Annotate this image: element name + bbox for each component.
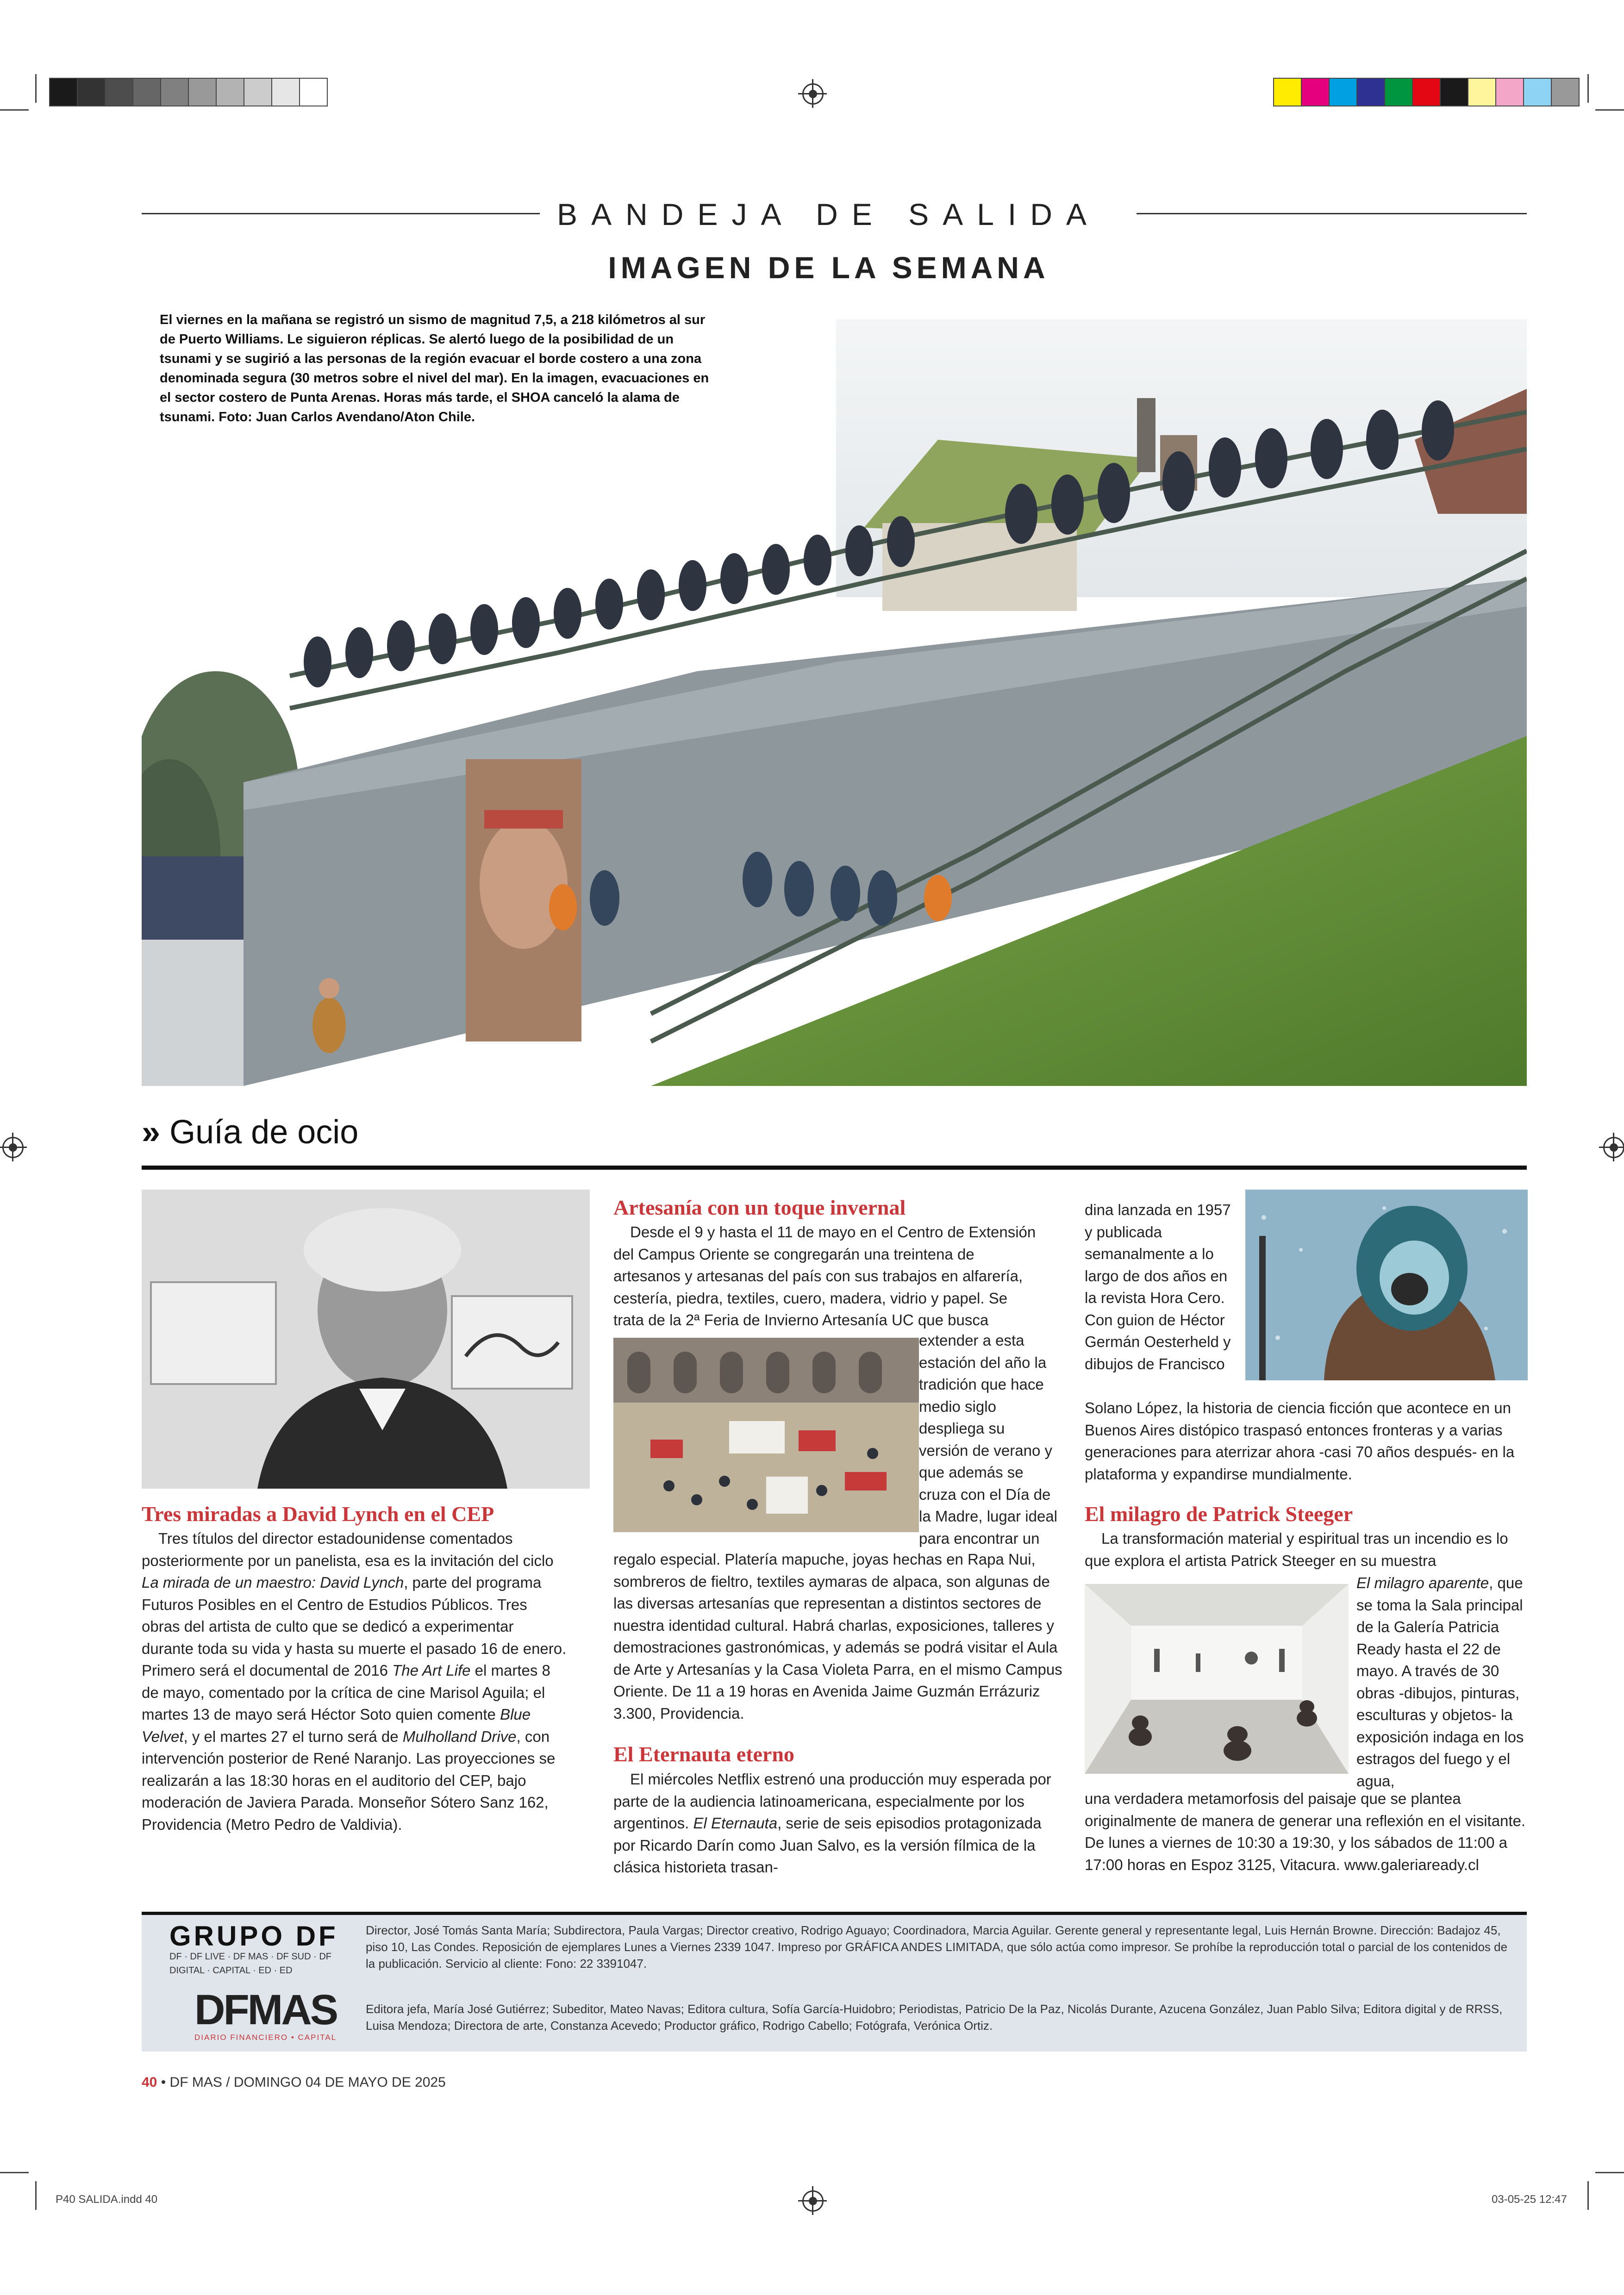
- article-body-artesania-side: extender a esta estación del año la tradición que hace medio siglo despliega su versión de verano y que además se cruza con el Día de la Madre, lugar ideal para encontrar un: [919, 1332, 1057, 1547]
- color-bar: [1273, 78, 1580, 106]
- steeger-gallery-photo: [1085, 1584, 1349, 1774]
- registration-mark-icon: [802, 2190, 824, 2212]
- section-title-text: Guía de ocio: [169, 1114, 359, 1151]
- page-number: 40: [142, 2075, 157, 2090]
- article-body-artesania-bottom: regalo especial. Platería mapuche, joyas hechas en Rapa Nui, sombreros de fieltro, textiles aymaras de alpaca, son algunas de las diversas artesanías que representan a distintos sectores de nuestra identidad cultural. Habrá charlas, exposiciones, talleres y demostraciones gastronómicas, y además se podrá visitar el Aula de Arte y Artesanías y la Casa Violeta Parra, en el mismo Campus Oriente. De 11 a 19 horas en Avenida Jaime Guzmán Errázuriz 3.300, Providencia.: [613, 1551, 1062, 1722]
- article-body-lynch: Tres títulos del director estadounidense comentados posteriormente por un panelista, esa es la invitación del ciclo La mirada de un maestro: David Lynch, parte del programa Futuros Posibles en el Centro de Estudios Públicos. Tres obras del artista de culto que se dedicó a experimentar durante toda su vida y hasta su muerte el pasado 16 de enero. Primero será el documental de 2016 The Art Life el martes 8 de mayo, comentado por la crítica de cine Marisol Aguila; el martes 13 de mayo será Héctor Soto quien comente Blue Velvet, y el martes 27 el turno será de Mulholland Drive, con intervención posterior de René Naranjo. Las proyecciones se realizarán a las 18:30 horas en el auditorio del CEP, bajo moderación de Javiera Parada. Monseñor Sótero Sanz 162, Providencia (Metro Pedro de Valdivia).: [142, 1530, 567, 1833]
- article-title-lynch: Tres miradas a David Lynch en el CEP: [142, 1502, 494, 1526]
- crop-mark-icon: [1587, 2181, 1589, 2210]
- evacuation-photo: [142, 319, 1527, 1086]
- article-body-eternauta-cont-full: Solano López, la historia de ciencia ficción que acontece en un Buenos Aires distópico traspasó entonces fronteras y a varias generaciones para aterrizar ahora -casi 70 años después- en la plataforma y expandirse mundialmente.: [1085, 1399, 1515, 1483]
- crop-mark-icon: [1595, 109, 1624, 111]
- dfmas-logo: DFMAS: [194, 1986, 337, 2033]
- crop-mark-icon: [1595, 2172, 1624, 2173]
- article-body-steeger-side: El milagro aparente, que se toma la Sala principal de la Galería Patricia Ready hasta el 22 de mayo. A través de 30 obras -dibujos, pinturas, esculturas y objetos- la exposición indaga en los estragos del fuego y el agua,: [1356, 1574, 1524, 1790]
- sub-brands-logos: DF · DF LIVE · DF MAS · DF SUD · DF DIGITAL · CAPITAL · ED · ED: [169, 1952, 331, 1976]
- folio-text: • DF MAS / DOMINGO 04 DE MAYO DE 2025: [161, 2075, 446, 2090]
- crop-mark-icon: [1587, 74, 1589, 103]
- section-title: [142, 1113, 358, 1151]
- article-title-artesania: Artesanía con un toque invernal: [613, 1196, 906, 1219]
- section-kicker: BANDEJA DE SALIDA: [557, 197, 1100, 231]
- eternauta-photo: [1245, 1190, 1528, 1380]
- dfmas-tagline: DIARIO FINANCIERO • CAPITAL: [194, 2033, 337, 2042]
- credits-editorial: Editora jefa, María José Gutiérrez; Subeditor, Mateo Navas; Editora cultura, Sofía García-Huidobro; Periodistas, Patricio De la Paz, Nicolás Durante, Azucena González, Juan Pablo Silva; Editora digital y de RRSS, Luisa Mendoza; Directora de arte, Constanza Acevedo; Productor gráfico, Rodrigo Cabello; Fotógrafa, Verónica Ortiz.: [366, 2002, 1503, 2033]
- registration-mark-icon: [2, 1137, 24, 1158]
- grupo-df-logo: GRUPO DF: [169, 1921, 338, 1952]
- chevron-icon: »: [142, 1114, 161, 1151]
- article-body-artesania-top: Desde el 9 y hasta el 11 de mayo en el Centro de Extensión del Campus Oriente se congregarán una treintena de artesanos y artesanas del país con sus trabajos en alfarería, cestería, piedra, textiles, cuero, madera, vidrio y papel. Se trata de la 2ª Feria de Invierno Artesanía UC que busca: [613, 1223, 1036, 1328]
- date-stamp: 03-05-25 12:47: [1492, 2193, 1567, 2206]
- article-title-eternauta: El Eternauta eterno: [613, 1742, 794, 1766]
- crop-mark-icon: [35, 2181, 37, 2210]
- page-headline: IMAGEN DE LA SEMANA: [608, 250, 1049, 285]
- photo-caption: El viernes en la mañana se registró un sismo de magnitud 7,5, a 218 kilómetros al sur de Puerto Williams. Le siguieron réplicas. Se alertó luego de la posibilidad de un tsunami y se sugirió a las personas de la región evacuar el borde costero a una zona denominada segura (30 metros sobre el nivel del mar). En la imagen, evacuaciones en el sector costero de Punta Arenas. Horas más tarde, el SHOA canceló la alama de tsunami. Foto: Juan Carlos Avendano/Aton Chile.: [160, 312, 709, 424]
- registration-mark-icon: [1603, 1137, 1624, 1158]
- section-rule: [142, 1166, 1527, 1170]
- page-folio: [142, 2075, 446, 2090]
- article-body-steeger-bottom: una verdadera metamorfosis del paisaje que se plantea originalmente de manera de generar una reflexión en el visitante. De lunes a viernes de 10:30 a 19:30, y los sábados de 11:00 a 17:00 horas en Espoz 3125, Vitacura. www.galeriaready.cl: [1085, 1790, 1526, 1873]
- registration-mark-icon: [802, 83, 824, 105]
- crop-mark-icon: [0, 109, 29, 111]
- crop-mark-icon: [35, 74, 37, 103]
- file-slug: P40 SALIDA.indd 40: [56, 2193, 158, 2206]
- header-rule-right: [1137, 213, 1527, 214]
- grayscale-bar: [49, 78, 328, 106]
- article-title-steeger: El milagro de Patrick Steeger: [1085, 1502, 1353, 1526]
- credits-direction: Director, José Tomás Santa María; Subdirectora, Paula Vargas; Director creativo, Rodrigo Aguayo; Coordinadora, Marcia Aguilar. Gerente general y representante legal, Luis Hernán Browne. Dirección: Badajoz 45, piso 10, Las Condes. Reposición de ejemplares Lunes a Viernes 2339 1047. Impreso por GRÁFICA ANDES LIMITADA, que sólo actúa como impresor. Se prohíbe la reproducción total o parcial de los contenidos de la publicación. Servicio al cliente: Fono: 22 3391047.: [366, 1923, 1508, 1971]
- article-body-eternauta: El miércoles Netflix estrenó una producción muy esperada por parte de la audiencia latinoamericana, especialmente por los argentinos. El Eternauta, serie de seis episodios protagonizada por Ricardo Darín como Juan Salvo, es la versión fílmica de la clásica historieta trasan-: [613, 1771, 1051, 1876]
- artesania-photo: [613, 1338, 919, 1532]
- crop-mark-icon: [0, 2172, 29, 2173]
- article-body-eternauta-cont-side: dina lanzada en 1957 y publicada semanalmente a lo largo de dos años en la revista Hora Cero. Con guion de Héctor Germán Oesterheld y dibujos de Francisco: [1085, 1201, 1231, 1372]
- david-lynch-photo: [142, 1190, 590, 1489]
- header-rule-left: [142, 213, 540, 214]
- article-body-steeger-top: La transformación material y espiritual tras un incendio es lo que explora el artista Patrick Steeger en su muestra: [1085, 1530, 1508, 1569]
